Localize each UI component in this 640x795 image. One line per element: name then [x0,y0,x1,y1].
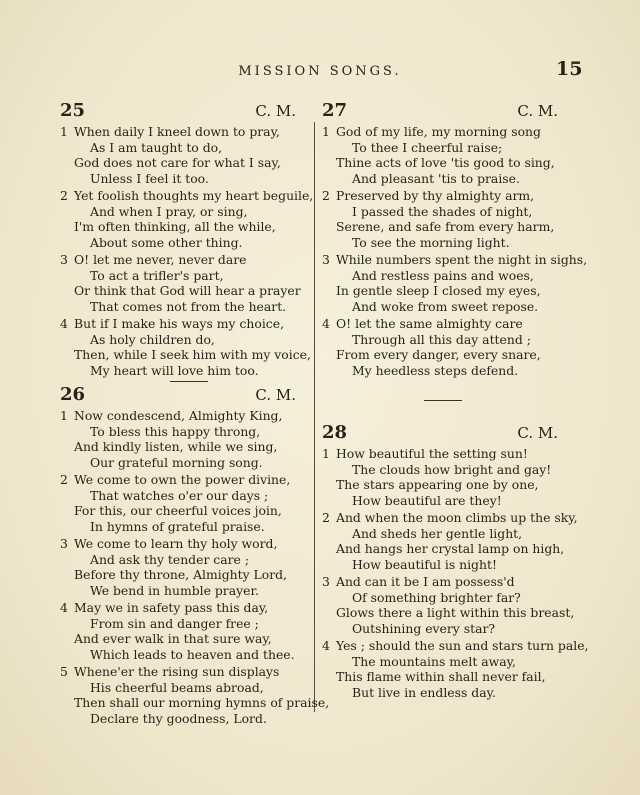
verse-line [60,424,296,440]
verse-text: Our grateful morning song. [90,454,263,470]
stanza [60,124,296,186]
verse-line [60,347,311,363]
verse-line [60,188,314,204]
stanza-number: 2 [322,510,330,525]
verse-text: Serene, and safe from every harm, [336,219,555,234]
verse-text: The mountains melt away, [352,653,516,669]
verse-text: But live in endless day. [352,684,496,700]
verse-line [60,332,296,348]
stanza-number: 1 [60,124,68,139]
verse-line [60,536,296,552]
stanza-number: 3 [60,252,68,267]
verse-line [322,638,589,654]
verse-text: That watches o'er our days ; [90,487,269,503]
stanza-number: 4 [322,316,330,331]
verse-line [322,332,558,348]
verse-line [60,552,296,568]
verse-text: I passed the shades of night, [352,203,533,219]
verse-text: Glows there a light within this breast, [336,605,575,620]
stanza [60,472,296,534]
stanza [322,638,589,700]
verse-line [322,252,588,268]
stanza [60,252,301,314]
stanza-number: 3 [60,536,68,551]
verse-line [60,472,296,488]
verse-text: How beautiful the setting sun! [336,446,528,461]
verse-text: And ever walk in that sure way, [74,631,272,646]
verse-text: But if I make his ways my choice, [74,316,285,331]
column-divider [314,122,315,712]
verse-text: As I am taught to do, [90,139,223,155]
verse-text: The stars appearing one by one, [336,477,539,492]
verse-text: And pleasant 'tis to praise. [352,170,520,186]
verse-line [322,268,558,284]
verse-text: O! let the same almighty care [336,316,523,331]
verse-line [322,590,558,606]
verse-line [322,363,558,379]
running-title: MISSION SONGS. [238,64,402,79]
verse-text: His cheerful beams abroad, [90,679,264,695]
verse-line [60,519,296,535]
hymn-meter: C. M. [255,386,296,404]
hymn-heading [60,100,296,122]
verse-text: For this, our cheerful voices join, [74,503,282,518]
stanza-number: 4 [322,638,330,653]
verse-text: And when the moon climbs up the sky, [336,510,578,525]
verse-text: We come to learn thy holy word, [74,536,278,551]
verse-line [322,621,558,637]
stanza [322,574,575,636]
verse-line [60,235,296,251]
stanza-number: 1 [60,408,68,423]
verse-text: The clouds how bright and gay! [352,461,552,477]
verse-text: From sin and danger free ; [90,615,259,631]
verse-text: Declare thy goodness, Lord. [90,710,267,726]
verse-text: And sheds her gentle light, [352,525,523,541]
verse-text: Whene'er the rising sun displays [74,664,280,679]
verse-line [322,316,558,332]
verse-text: When daily I kneel down to pray, [74,124,280,139]
stanza [322,510,578,572]
verse-text: To bless this happy throng, [90,423,261,439]
verse-line [60,219,296,235]
verse-line [60,664,296,680]
verse-text: That comes not from the heart. [90,298,287,314]
verse-line [322,219,558,235]
verse-text: How beautiful are they! [352,492,502,508]
verse-text: And kindly listen, while we sing, [74,439,278,454]
verse-text: About some other thing. [90,234,243,250]
stanza-number: 3 [322,574,330,589]
verse-line [60,140,296,156]
stanza [60,316,311,378]
verse-text: And ask thy tender care ; [90,551,250,567]
verse-line [322,669,558,685]
verse-line [60,268,296,284]
verse-line [60,631,296,647]
verse-line [60,488,296,504]
verse-text: Yet foolish thoughts my heart beguile, [74,188,314,203]
hymn-meter: C. M. [517,424,558,442]
verse-line [322,685,558,701]
stanza [322,446,558,508]
verse-text: Thine acts of love 'tis good to sing, [336,155,555,170]
verse-text: And woke from sweet repose. [352,298,539,314]
verse-text: God of my life, my morning song [336,124,541,139]
verse-text: Preserved by thy almighty arm, [336,188,535,203]
verse-line [60,616,296,632]
hymn-heading [60,384,296,406]
verse-line [322,605,575,621]
verse-line [60,283,301,299]
verse-line [322,155,558,171]
verse-text: This flame within shall never fail, [336,669,546,684]
verse-line [322,574,558,590]
verse-text: God does not care for what I say, [74,155,281,170]
verse-line [322,140,558,156]
hymn-number: 25 [60,100,86,121]
verse-line [322,171,558,187]
stanza [322,252,588,314]
verse-text: To see the morning light. [352,234,510,250]
stanza [60,536,296,598]
stanza-number: 2 [60,188,68,203]
verse-text: Before thy throne, Almighty Lord, [74,567,288,582]
verse-line [60,408,296,424]
verse-line [322,124,558,140]
hymn-number: 27 [322,100,348,121]
verse-line [322,299,558,315]
verse-line [322,462,558,478]
stanza [60,408,296,470]
verse-line [60,455,296,471]
verse-line [322,188,558,204]
hymn-26 [60,384,330,726]
verse-line [60,155,296,171]
verse-line [60,299,296,315]
verse-line [322,510,578,526]
stanza [322,316,558,378]
verse-text: And hangs her crystal lamp on high, [336,541,565,556]
stanza [60,664,330,726]
verse-line [60,252,296,268]
hymn-25 [60,100,314,378]
verse-text: In gentle sleep I closed my eyes, [336,283,541,298]
verse-line [60,316,296,332]
verse-text: From every danger, every snare, [336,347,541,362]
verse-text: May we in safety pass this day, [74,600,269,615]
verse-line [60,567,296,583]
verse-text: Then, while I seek him with my voice, [74,347,311,362]
verse-text: As holy children do, [90,331,215,347]
verse-line [322,557,558,573]
verse-line [322,493,558,509]
verse-text: And when I pray, or sing, [90,203,248,219]
verse-line [60,583,296,599]
verse-line [60,363,296,379]
verse-text: Now condescend, Almighty King, [74,408,283,423]
verse-text: Which leads to heaven and thee. [90,646,295,662]
page-number: 15 [556,58,583,80]
verse-line [60,647,296,663]
hymn-number: 26 [60,384,86,405]
hymn-heading [322,100,558,122]
verse-line [60,503,296,519]
verse-line [322,347,558,363]
verse-text: How beautiful is night! [352,556,497,572]
stanza-number: 5 [60,664,68,679]
verse-line [60,695,330,711]
hymn-meter: C. M. [517,102,558,120]
verse-text: And restless pains and woes, [352,267,534,283]
stanza-number: 4 [60,600,68,615]
verse-line [322,283,558,299]
hymn-meter: C. M. [255,102,296,120]
verse-text: I'm often thinking, all the while, [74,219,276,234]
verse-text: While numbers spent the night in sighs, [336,252,588,267]
verse-text: To thee I cheerful raise; [352,139,503,155]
verse-line [60,439,296,455]
verse-line [60,124,296,140]
verse-text: We bend in humble prayer. [90,582,259,598]
stanza-number: 4 [60,316,68,331]
stanza [322,124,558,186]
verse-line [322,541,565,557]
stanza-number: 2 [322,188,330,203]
stanza-number: 2 [60,472,68,487]
stanza-number: 1 [322,124,330,139]
hymn-number: 28 [322,422,348,443]
verse-line [322,446,558,462]
verse-line [60,711,296,727]
verse-text: My heart will love him too. [90,362,259,378]
verse-line [322,235,558,251]
verse-text: To act a trifler's part, [90,267,224,283]
verse-text: Through all this day attend ; [352,331,531,347]
hymn-separator-rule [424,400,462,401]
verse-line [60,171,296,187]
verse-text: My heedless steps defend. [352,362,519,378]
verse-line [322,526,558,542]
hymn-heading [322,422,558,444]
verse-text: Or think that God will hear a prayer [74,283,301,298]
verse-line [322,204,558,220]
verse-text: We come to own the power divine, [74,472,291,487]
verse-line [60,600,296,616]
verse-text: Of something brighter far? [352,589,521,605]
verse-line [60,680,296,696]
stanza-number: 3 [322,252,330,267]
verse-text: Yes ; should the sun and stars turn pale, [336,638,589,653]
verse-line [322,654,558,670]
hymn-27 [322,100,588,378]
verse-text: Outshining every star? [352,620,496,636]
hymn-separator-rule [170,381,208,382]
hymn-28 [322,422,589,700]
stanza [322,188,558,250]
verse-text: O! let me never, never dare [74,252,247,267]
stanza [60,188,314,250]
stanza [60,600,296,662]
verse-text: In hymns of grateful praise. [90,518,265,534]
verse-line [322,477,558,493]
verse-text: And can it be I am possess'd [336,574,515,589]
stanza-number: 1 [322,446,330,461]
verse-text: Then shall our morning hymns of praise, [74,695,330,710]
verse-text: Unless I feel it too. [90,170,209,186]
verse-line [60,204,296,220]
